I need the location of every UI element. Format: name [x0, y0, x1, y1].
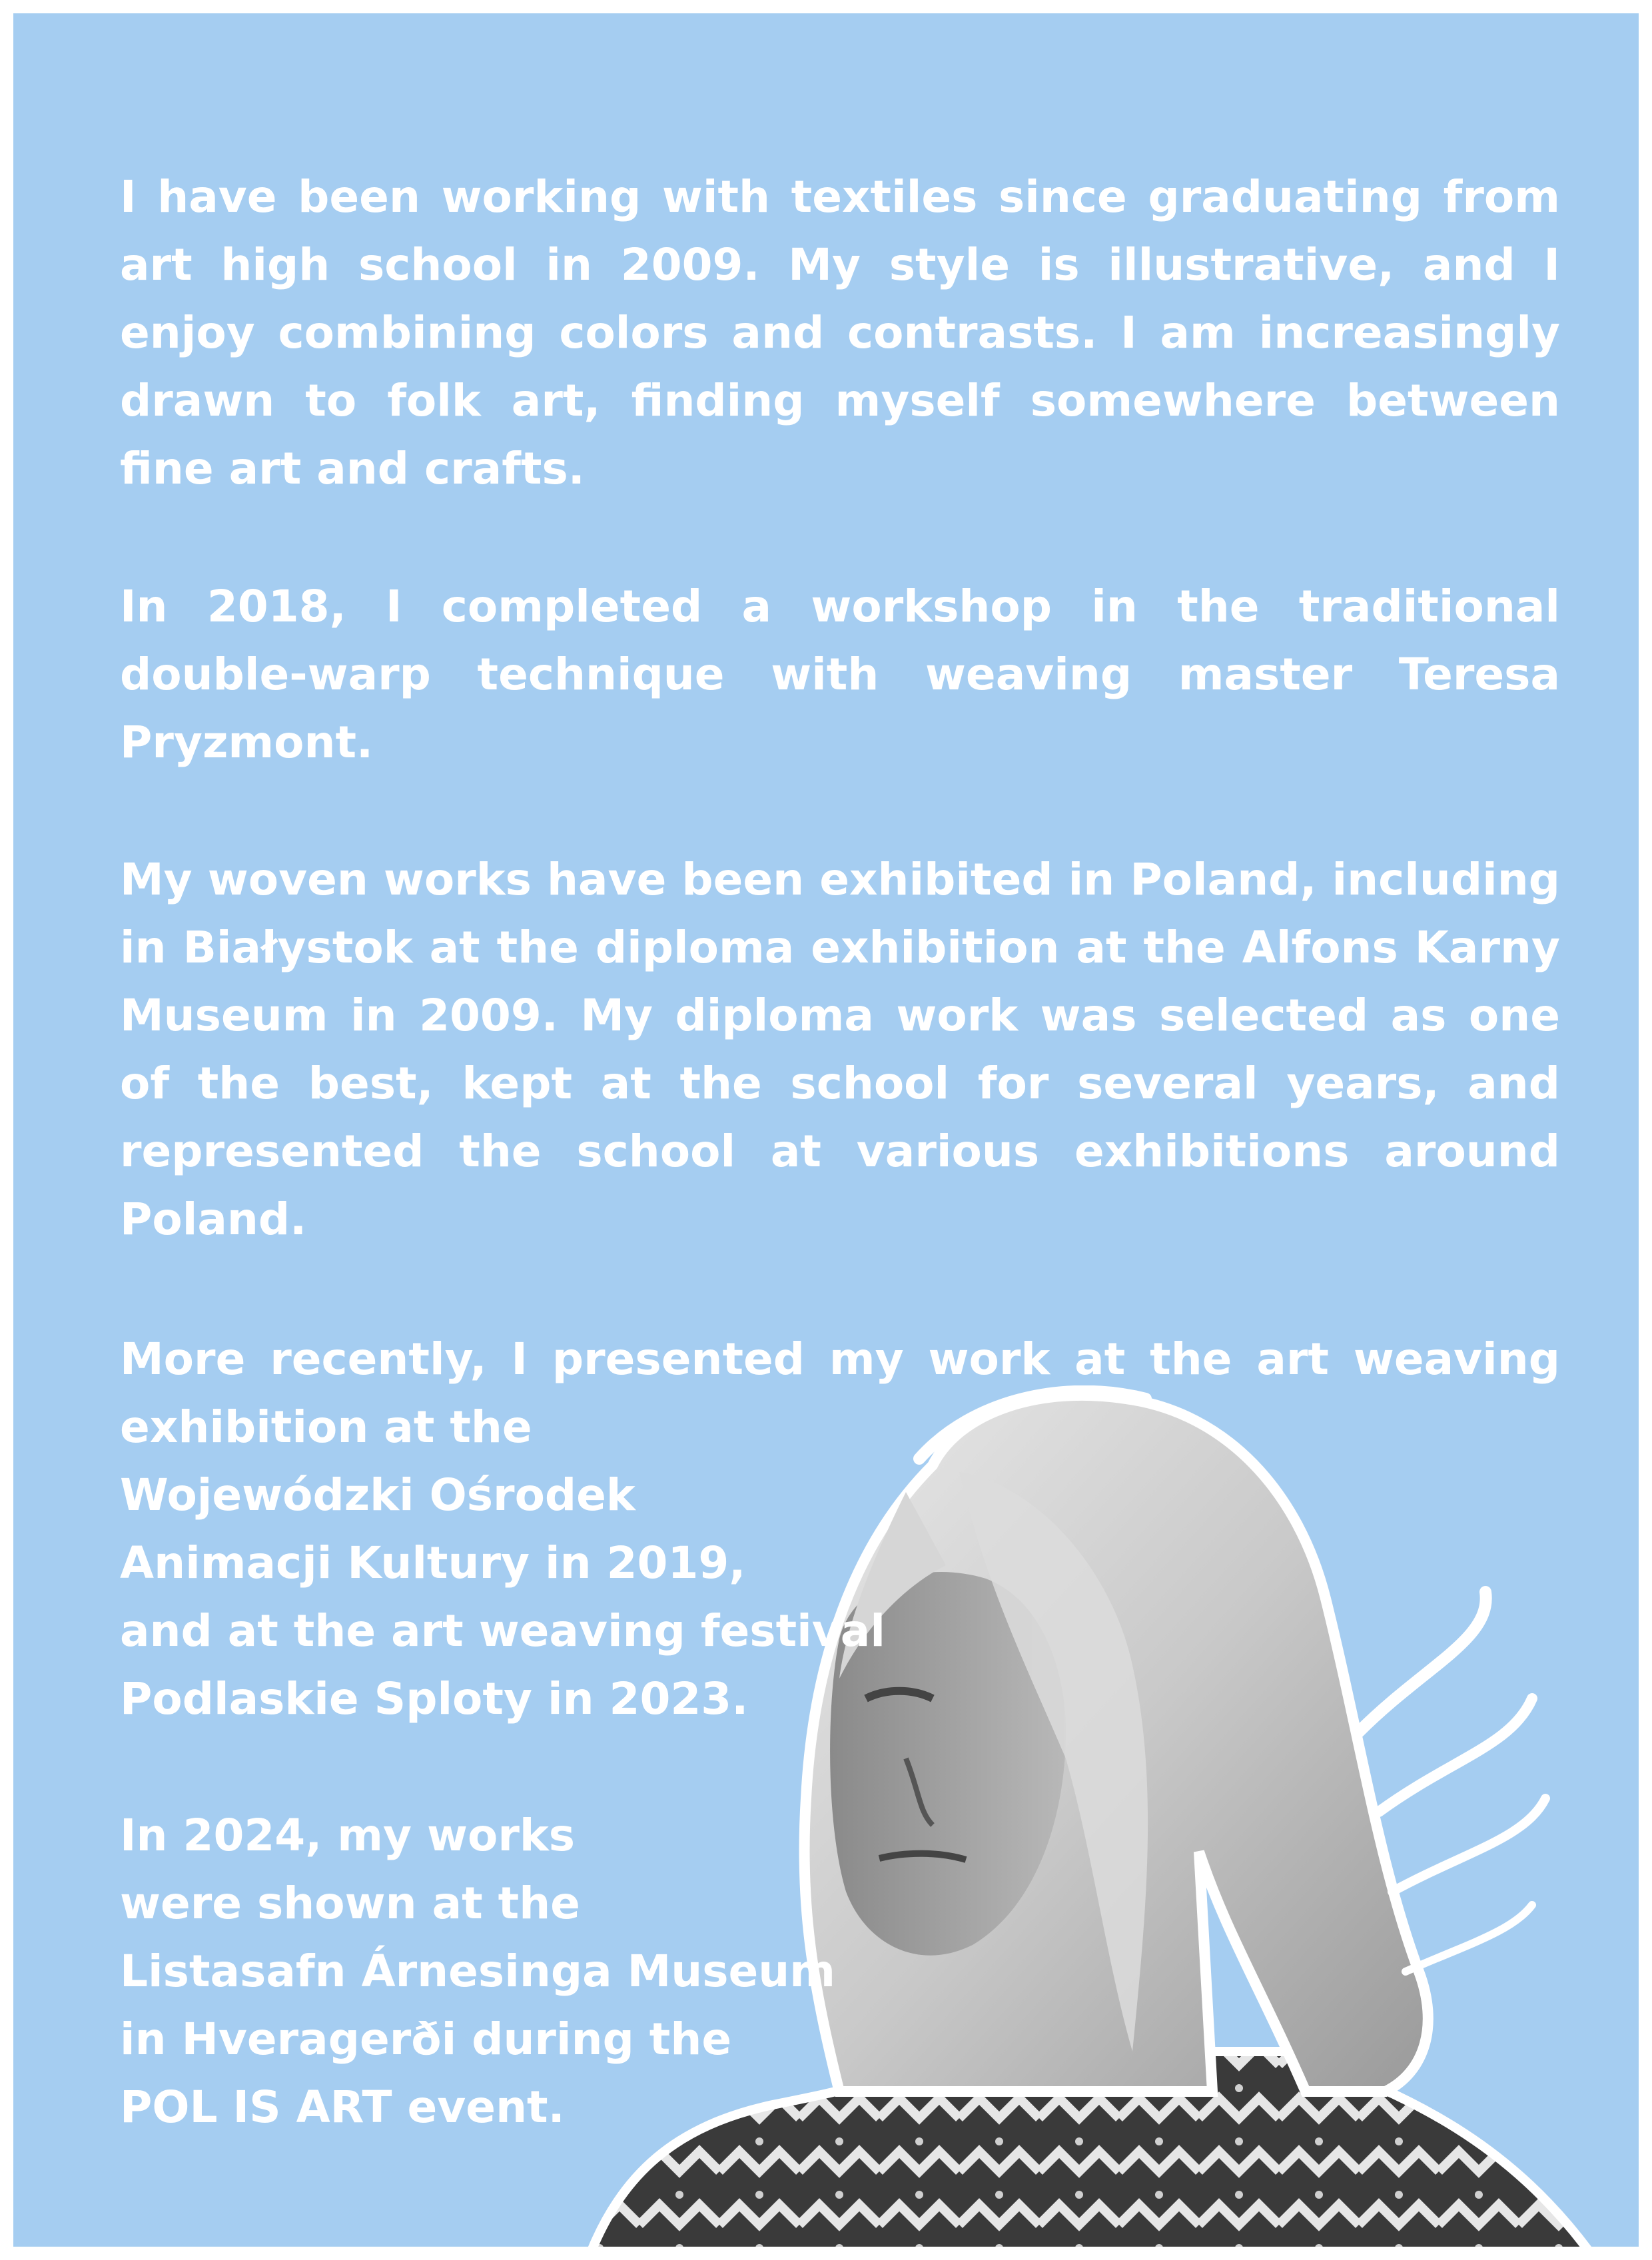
p2-master: Teresa Pryzmont.: [120, 649, 1560, 768]
p2-text-2: , I completed a workshop in the traditional: [329, 581, 1560, 632]
p5-year: 2024,: [183, 1810, 322, 1861]
bio-page: [13, 13, 1639, 2247]
p2-text-3: with weaving master: [724, 649, 1399, 700]
bio-paragraph-5: [120, 1802, 1560, 2141]
p5-line-1c: my works: [322, 1810, 576, 1861]
bio-paragraph-4: [120, 1325, 1560, 1733]
p5-line-3: Listasafn Árnesinga Museum: [120, 1946, 836, 1997]
p5-line-5: [120, 2073, 1560, 2141]
p3-museum: Alfons Karny Museum in 2009.: [120, 922, 1561, 1041]
p4-line-1: More recently, I presented my work at the art weaving: [120, 1333, 1560, 1385]
bio-paragraph-1-text: I have been working with textiles since graduating from art high school in 2009. My style is illustrative, and I enjoy combining colors and contrasts. I am increasingly drawn to folk art, finding myself somewhere between fine art and crafts.: [120, 171, 1560, 494]
p4-line-5: and at the art weaving festival: [120, 1605, 885, 1657]
p5-line-2: were shown at the: [120, 1878, 580, 1929]
p4-line-2: exhibition at the: [120, 1401, 532, 1453]
bio-paragraph-2: [120, 573, 1560, 777]
p5-line-1: [120, 1802, 1560, 1870]
p4-line-4: Animacji Kultury in 2019,: [120, 1537, 746, 1589]
p2-year: 2018: [206, 581, 330, 632]
bio-paragraph-3: [120, 846, 1560, 1254]
p3-text-1: My woven works have been exhibited in Poland, including in Białystok at the diploma exhibition at the: [120, 854, 1560, 973]
p4-line-6: Podlaskie Sploty in 2023.: [120, 1673, 749, 1724]
p3-text-2: My diploma work was selected as one of the best, kept at the school for several years, and represented the school at various exhibitions around Poland.: [120, 990, 1560, 1245]
p5-line-5b: event.: [392, 2081, 565, 2133]
p5-line-4: in Hveragerði during the: [120, 2014, 732, 2065]
p2-text-1: In: [120, 581, 207, 632]
p5-line-1a: In: [120, 1810, 183, 1861]
bio-paragraph-1: [120, 163, 1560, 503]
p2-technique: double-warp technique: [120, 649, 725, 700]
p4-line-3: Wojewódzki Ośrodek: [120, 1469, 635, 1521]
p5-event: POL IS ART: [120, 2081, 392, 2133]
